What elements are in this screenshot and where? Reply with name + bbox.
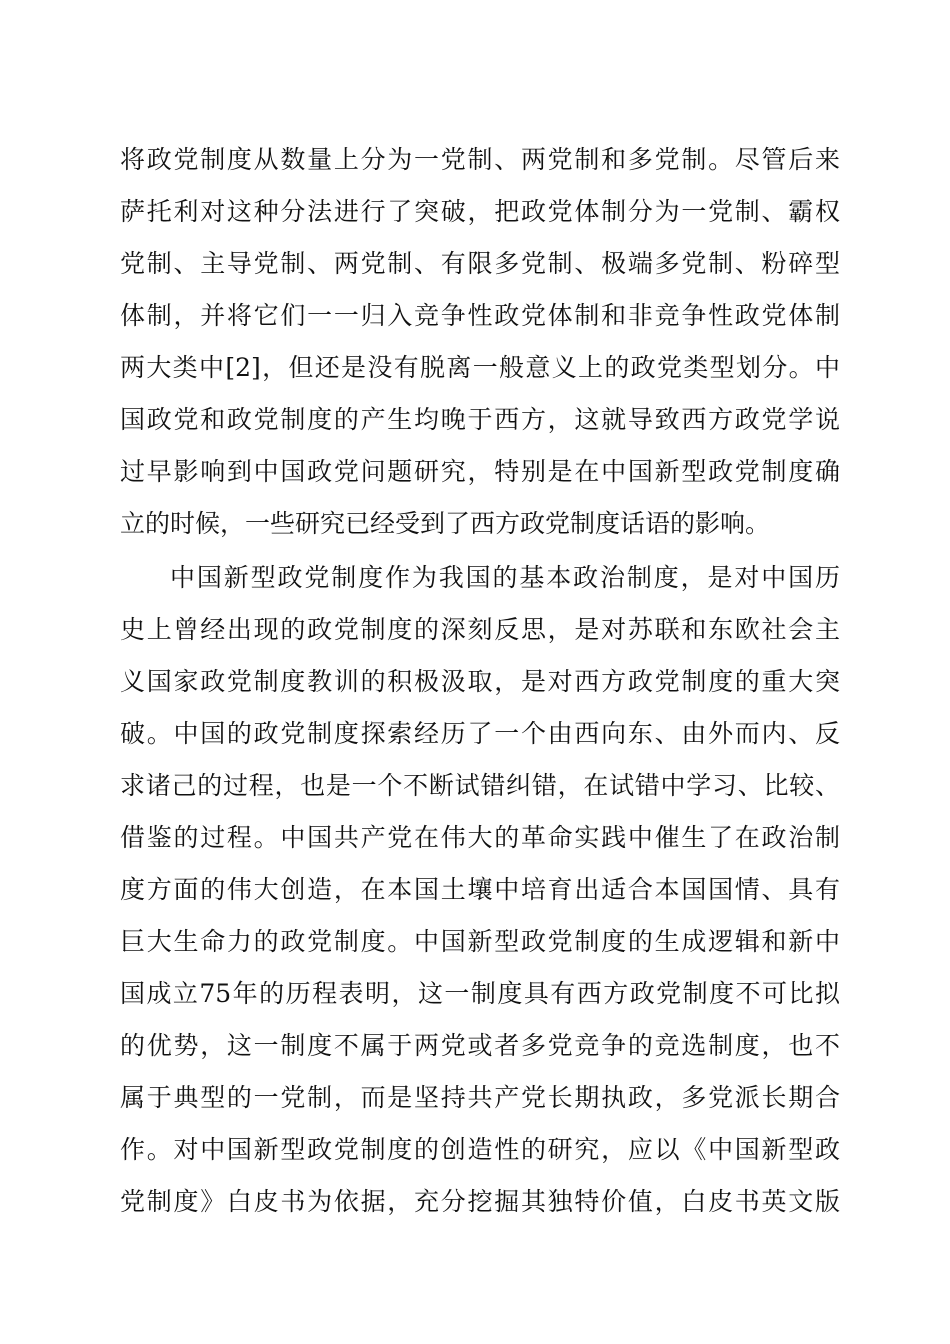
text-line: 党制度》白皮书为依据，充分挖掘其独特价值，白皮书英文版 [120,1187,840,1216]
text-line: 体制，并将它们一一归入竞争性政党体制和非竞争性政党体制 [120,301,840,330]
text-line: 国政党和政党制度的产生均晚于西方，这就导致西方政党学说 [120,405,840,434]
text-line: 国成立75年的历程表明，这一制度具有西方政党制度不可比拟 [120,979,840,1008]
text-line: 萨托利对这种分法进行了突破，把政党体制分为一党制、霸权 [120,197,840,226]
text-line: 中国新型政党制度作为我国的基本政治制度，是对中国历 [170,563,840,592]
text-line: 党制、主导党制、两党制、有限多党制、极端多党制、粉碎型 [120,249,840,278]
text-line: 求诸己的过程，也是一个不断试错纠错，在试错中学习、比较、 [120,771,840,800]
text-line: 义国家政党制度教训的积极汲取，是对西方政党制度的重大突 [120,667,840,696]
text-line: 两大类中[2]，但还是没有脱离一般意义上的政党类型划分。中 [120,353,840,382]
text-line: 度方面的伟大创造，在本国土壤中培育出适合本国国情、具有 [120,875,840,904]
text-line: 属于典型的一党制，而是坚持共产党长期执政，多党派长期合 [120,1083,840,1112]
text-line: 破。中国的政党制度探索经历了一个由西向东、由外而内、反 [120,719,840,748]
text-line: 巨大生命力的政党制度。中国新型政党制度的生成逻辑和新中 [120,927,840,956]
text-line: 借鉴的过程。中国共产党在伟大的革命实践中催生了在政治制 [120,823,840,852]
text-line: 过早影响到中国政党问题研究，特别是在中国新型政党制度确 [120,457,840,486]
text-line: 将政党制度从数量上分为一党制、两党制和多党制。尽管后来 [120,145,840,174]
text-line: 立的时候，一些研究已经受到了西方政党制度话语的影响。 [120,509,771,538]
text-line: 的优势，这一制度不属于两党或者多党竞争的竞选制度，也不 [120,1031,840,1060]
text-line: 史上曾经出现的政党制度的深刻反思，是对苏联和东欧社会主 [120,615,840,644]
text-line: 作。对中国新型政党制度的创造性的研究，应以《中国新型政 [120,1135,840,1164]
